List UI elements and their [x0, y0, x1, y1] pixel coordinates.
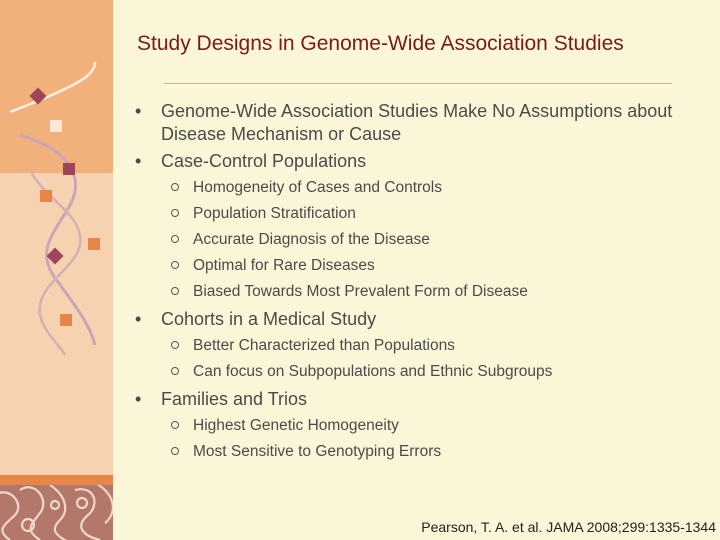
bullet-icon: • [135, 309, 142, 329]
bullet-list [135, 100, 710, 468]
swirl-pattern-icon [0, 485, 113, 540]
circle-bullet-icon [171, 447, 179, 455]
title-divider [164, 83, 672, 84]
square-marker [50, 120, 62, 132]
circle-bullet-icon [171, 235, 179, 243]
sub-bullet-list [135, 416, 710, 461]
square-marker [40, 190, 52, 202]
sub-bullet-item [135, 362, 710, 381]
sidebar-accent-strip [0, 475, 113, 485]
sub-bullet-text: Can focus on Subpopulations and Ethnic Subgroups [193, 363, 553, 380]
slide-title: Study Designs in Genome-Wide Association Studies [137, 32, 624, 55]
bullet-icon: • [135, 101, 142, 121]
sub-bullet-item [135, 178, 710, 197]
circle-bullet-icon [171, 341, 179, 349]
bullet-text: Cohorts in a Medical Study [161, 309, 377, 329]
sub-bullet-text: Most Sensitive to Genotyping Errors [193, 443, 442, 460]
square-marker [88, 238, 100, 250]
bullet-icon: • [135, 151, 142, 171]
sub-bullet-item [135, 416, 710, 435]
sub-bullet-text: Population Stratification [193, 205, 356, 222]
bullet-item [135, 100, 710, 146]
circle-bullet-icon [171, 367, 179, 375]
sub-bullet-item [135, 204, 710, 223]
sub-bullet-item [135, 336, 710, 355]
bullet-text: Case-Control Populations [161, 151, 367, 171]
diamond-marker [47, 248, 64, 265]
decorative-sidebar [0, 0, 113, 540]
sub-bullet-list [135, 178, 710, 301]
circle-bullet-icon [171, 287, 179, 295]
sub-bullet-text: Optimal for Rare Diseases [193, 257, 375, 274]
square-marker [60, 314, 72, 326]
sub-bullet-text: Highest Genetic Homogeneity [193, 417, 399, 434]
sub-bullet-item [135, 282, 710, 301]
citation: Pearson, T. A. et al. JAMA 2008;299:1335-1344 [421, 519, 716, 535]
sub-bullet-text: Biased Towards Most Prevalent Form of Disease [193, 283, 528, 300]
square-marker [63, 163, 75, 175]
circle-bullet-icon [171, 421, 179, 429]
bullet-item [135, 388, 710, 411]
bullet-text: Genome-Wide Association Studies Make No Assumptions about Disease Mechanism or Cause [161, 101, 673, 144]
sub-bullet-item [135, 230, 710, 249]
sub-bullet-list [135, 336, 710, 381]
sub-bullet-item [135, 442, 710, 461]
bullet-item [135, 308, 710, 331]
bullet-icon: • [135, 389, 142, 409]
sub-bullet-item [135, 256, 710, 275]
bullet-text: Families and Trios [161, 389, 308, 409]
sub-bullet-text: Accurate Diagnosis of the Disease [193, 231, 430, 248]
sub-bullet-text: Homogeneity of Cases and Controls [193, 179, 442, 196]
bullet-item [135, 150, 710, 173]
circle-bullet-icon [171, 209, 179, 217]
dna-strand-decoration [0, 0, 113, 475]
sidebar-pattern-panel [0, 485, 113, 540]
diamond-marker [30, 88, 47, 105]
sub-bullet-text: Better Characterized than Populations [193, 337, 455, 354]
circle-bullet-icon [171, 261, 179, 269]
circle-bullet-icon [171, 183, 179, 191]
